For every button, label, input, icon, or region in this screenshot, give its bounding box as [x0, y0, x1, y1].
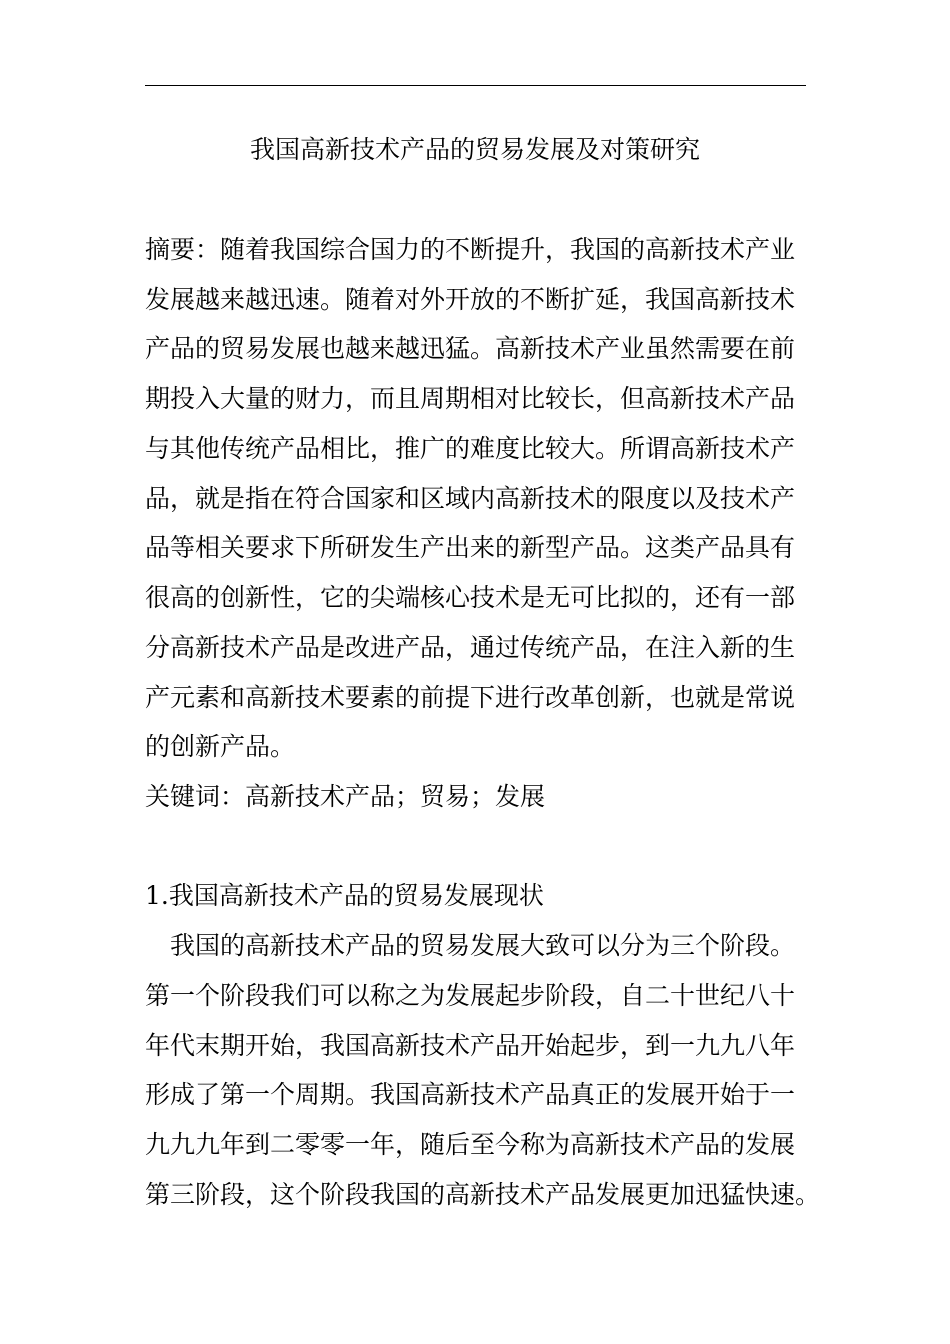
abstract-line: 品等相关要求下所研发生产出来的新型产品。这类产品具有: [145, 533, 796, 562]
abstract-line: 摘要：随着我国综合国力的不断提升，我国的高新技术产业: [145, 235, 796, 264]
abstract-line: 期投入大量的财力，而且周期相对比较长，但高新技术产品: [145, 384, 796, 413]
abstract-line: 与其他传统产品相比，推广的难度比较大。所谓高新技术产: [145, 434, 796, 463]
body-line: 形成了第一个周期。我国高新技术产品真正的发展开始于一: [145, 1080, 796, 1109]
body-line: 年代末期开始，我国高新技术产品开始起步，到一九九八年: [145, 1031, 796, 1060]
abstract-line: 的创新产品。: [145, 732, 296, 761]
body-line: 我国的高新技术产品的贸易发展大致可以分为三个阶段。: [145, 931, 796, 960]
body-line: 第三阶段，这个阶段我国的高新技术产品发展更加迅猛快速。: [145, 1180, 821, 1209]
body-line: 第一个阶段我们可以称之为发展起步阶段，自二十世纪八十: [145, 981, 796, 1010]
section-heading: 1.我国高新技术产品的贸易发展现状: [145, 881, 544, 910]
abstract-line: 很高的创新性，它的尖端核心技术是无可比拟的，还有一部: [145, 583, 796, 612]
keywords-line: 关键词：高新技术产品；贸易；发展: [145, 782, 546, 811]
abstract-line: 产元素和高新技术要素的前提下进行改革创新，也就是常说: [145, 683, 796, 712]
abstract-line: 发展越来越迅速。随着对外开放的不断扩延，我国高新技术: [145, 285, 796, 314]
abstract-line: 分高新技术产品是改进产品，通过传统产品，在注入新的生: [145, 633, 796, 662]
header-rule: [145, 85, 806, 86]
body-line: 九九九年到二零零一年，随后至今称为高新技术产品的发展: [145, 1130, 796, 1159]
abstract-line: 品，就是指在符合国家和区域内高新技术的限度以及技术产: [145, 484, 796, 513]
abstract-line: 产品的贸易发展也越来越迅猛。高新技术产业虽然需要在前: [145, 334, 796, 363]
document-title: 我国高新技术产品的贸易发展及对策研究: [249, 135, 700, 164]
